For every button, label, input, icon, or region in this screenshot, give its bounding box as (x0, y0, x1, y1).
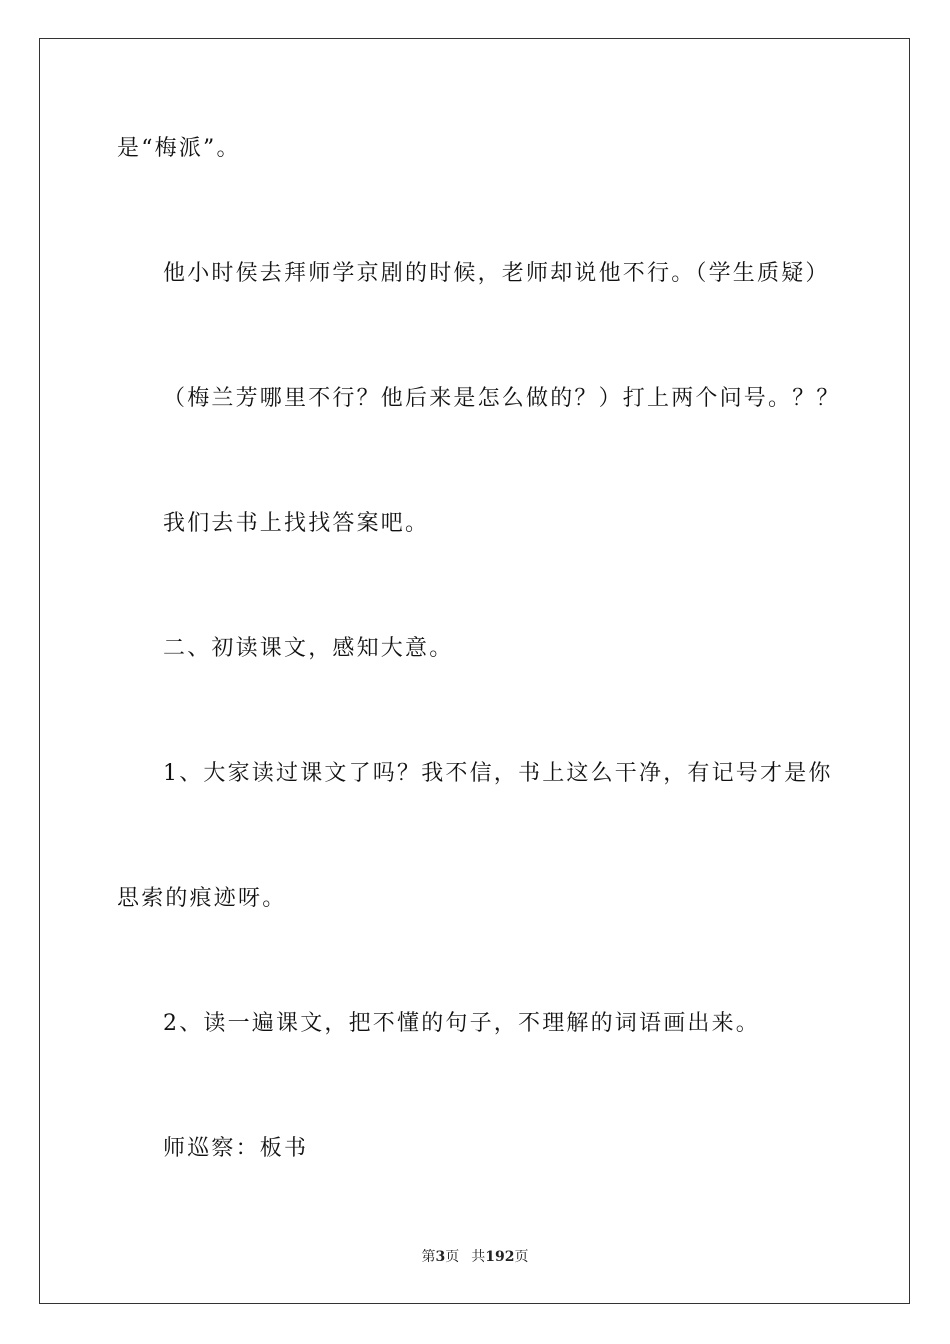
page-suffix: 页 (445, 1249, 460, 1265)
paragraph-1: 是“梅派”。 (117, 136, 241, 161)
paragraph-2: 他小时侯去拜师学京剧的时候，老师却说他不行。（学生质疑） (163, 261, 830, 286)
page-number: 3 (435, 1249, 446, 1265)
paragraph-7: 思索的痕迹呀。 (117, 886, 287, 911)
total-prefix: 共 (471, 1249, 486, 1265)
paragraph-4: 我们去书上找找答案吧。 (163, 511, 430, 536)
paragraph-3: （梅兰芳哪里不行？他后来是怎么做的？）打上两个问号。？？ (163, 386, 841, 411)
page-border (39, 38, 910, 1304)
total-suffix: 页 (514, 1249, 529, 1265)
section-heading: 二、初读课文，感知大意。 (163, 636, 454, 661)
page-prefix: 第 (421, 1249, 436, 1265)
paragraph-9: 师巡察：板书 (163, 1136, 309, 1161)
total-pages: 192 (485, 1249, 515, 1265)
paragraph-8: 2、读一遍课文，把不懂的句子，不理解的词语画出来。 (163, 1011, 760, 1036)
paragraph-6: 1、大家读过课文了吗？我不信，书上这么干净，有记号才是你 (163, 761, 833, 786)
page-footer (0, 1248, 950, 1266)
